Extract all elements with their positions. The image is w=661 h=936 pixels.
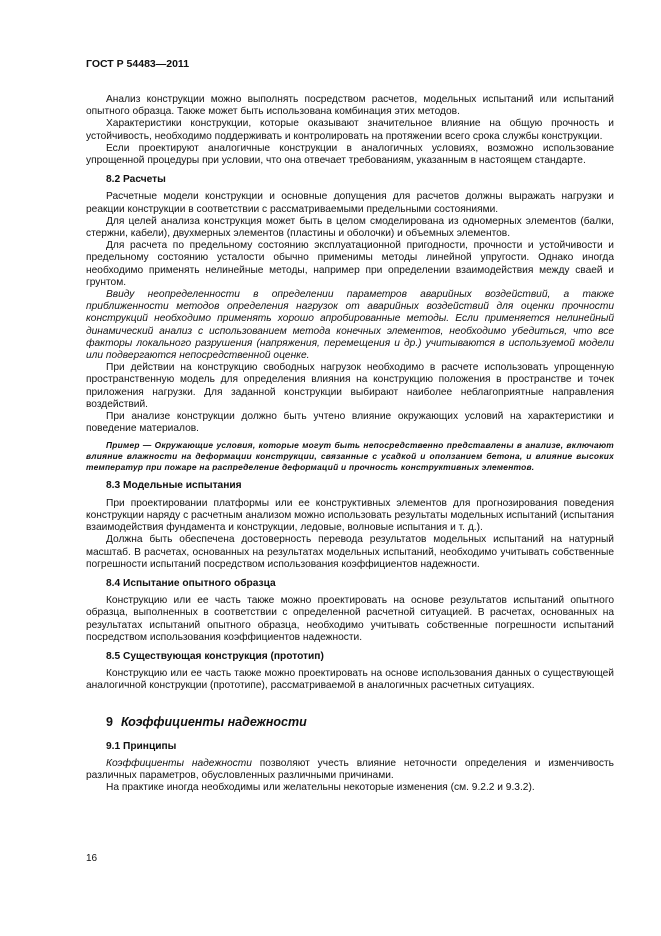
paragraph: Характеристики конструкции, которые оказывают значительное влияние на общую прочность и устойчивость, необходимо поддерживать и контролировать на протяжении всего срока службы конструкции. [86, 118, 614, 142]
paragraph: При анализе конструкции должно быть учтено влияние окружающих условий на характеристики и поведение материалов. [86, 411, 614, 435]
chapter-title: Коэффициенты надежности [120, 714, 307, 729]
paragraph [86, 758, 614, 782]
document-header: ГОСТ Р 54483—2011 [86, 58, 190, 70]
paragraph: Конструкцию или ее часть также можно проектировать на основе использования данных о существующей аналогичной конструкции (прототипе), рассматриваемой в аналогичных расчетных ситуациях. [86, 668, 614, 692]
section-heading-8-5: 8.5 Существующая конструкция (прототип) [106, 650, 324, 662]
paragraph: Анализ конструкции можно выполнять посредством расчетов, модельных испытаний или испытаний опытного образца. Также может быть использована комбинация этих методов. [86, 94, 614, 118]
paragraph: Должна быть обеспечена достоверность перевода результатов модельных испытаний на натурный масштаб. В расчетах, основанных на результатах модельных испытаний, необходимо учитывать собственные погрешности испытаний посредством использования коэффициентов надежности. [86, 534, 614, 570]
paragraph-text: позволяют учесть влияние неточности определения и изменчивость различных параметров, обусловленных различными причинами. [86, 757, 614, 781]
paragraph: При действии на конструкцию свободных нагрузок необходимо в расчете использовать упрощенную пространственную модель для определения влияния на конструкцию положения в пространстве и точек приложения нагрузки. Для заданной конструкции выбирают наиболее неблагоприятные направления воздействий. [86, 362, 614, 410]
paragraph: Для целей анализа конструкция может быть в целом смоделирована из одномерных элементов (балки, стержни, кабели), двухмерных элементов (пластины и оболочки) и объемных элементов. [86, 215, 614, 240]
section-heading-8-3: 8.3 Модельные испытания [106, 480, 242, 492]
chapter-number: 9 [106, 714, 113, 729]
section-heading-9-1: 9.1 Принципы [106, 740, 177, 752]
italic-paragraph: Ввиду неопределенности в определении параметров аварийных воздействий, а также приближенности методов определения нагрузок от аварийных воздействий для оценки прочности конструкций необходимо применять хорошо апробированные методы. Если применяется нелинейный динамический анализ с использованием метода конечных элементов, необходимо убедиться, что все факторы локального разрушения (напряжения, перемещения и др.) учитываются в используемой модели или подвергаются непосредственной оценке. [86, 289, 614, 362]
paragraph: Конструкцию или ее часть также можно проектировать на основе результатов испытаний опытного образца, выполненных в соответствии с определенной расчетной ситуацией. В расчетах, основанных на результатах испытаний опытного образца, необходимо учитывать собственные погрешности испытаний посредством использования коэффициентов надежности. [86, 595, 614, 643]
page-number: 16 [86, 853, 98, 864]
term-emphasis: Коэффициенты надежности [106, 757, 252, 769]
paragraph: Если проектируют аналогичные конструкции в аналогичных условиях, возможно использование упрощенной процедуры при условии, что она отвечает требованиям, указанным в настоящем стандарте. [86, 142, 614, 167]
section-heading-8-4: 8.4 Испытание опытного образца [106, 577, 276, 589]
example-note: Пример — Окружающие условия, которые могут быть непосредственно представлены в анализе, включают влияние влажности на деформации конструкции, связанные с усадкой и оползанием бетона, и влияние высоких температур при пожаре на распределение деформаций и прочность конструктивных элементов. [86, 440, 614, 473]
document-page [86, 58, 614, 794]
chapter-heading-9 [106, 715, 614, 729]
section-heading-8-2: 8.2 Расчеты [106, 174, 166, 186]
paragraph: На практике иногда необходимы или желательны некоторые изменения (см. 9.2.2 и 9.3.2). [106, 782, 535, 794]
paragraph: Для расчета по предельному состоянию эксплуатационной пригодности, прочности и устойчивости и предельному состоянию усталости обычно применимы методы линейной упругости. Однако иногда необходимо применять нелинейные методы, например при определении взаимодействия между сваей и грунтом. [86, 240, 614, 288]
paragraph: Расчетные модели конструкции и основные допущения для расчетов должны выражать нагрузки и реакции конструкции в соответствии с рассматриваемыми предельными состояниями. [86, 191, 614, 215]
paragraph: При проектировании платформы или ее конструктивных элементов для прогнозирования поведения конструкции наряду с расчетным анализом можно использовать результаты модельных испытаний (испытания взаимодействия фундамента и конструкции, ледовые, волновые испытания и т. д.). [86, 497, 614, 534]
